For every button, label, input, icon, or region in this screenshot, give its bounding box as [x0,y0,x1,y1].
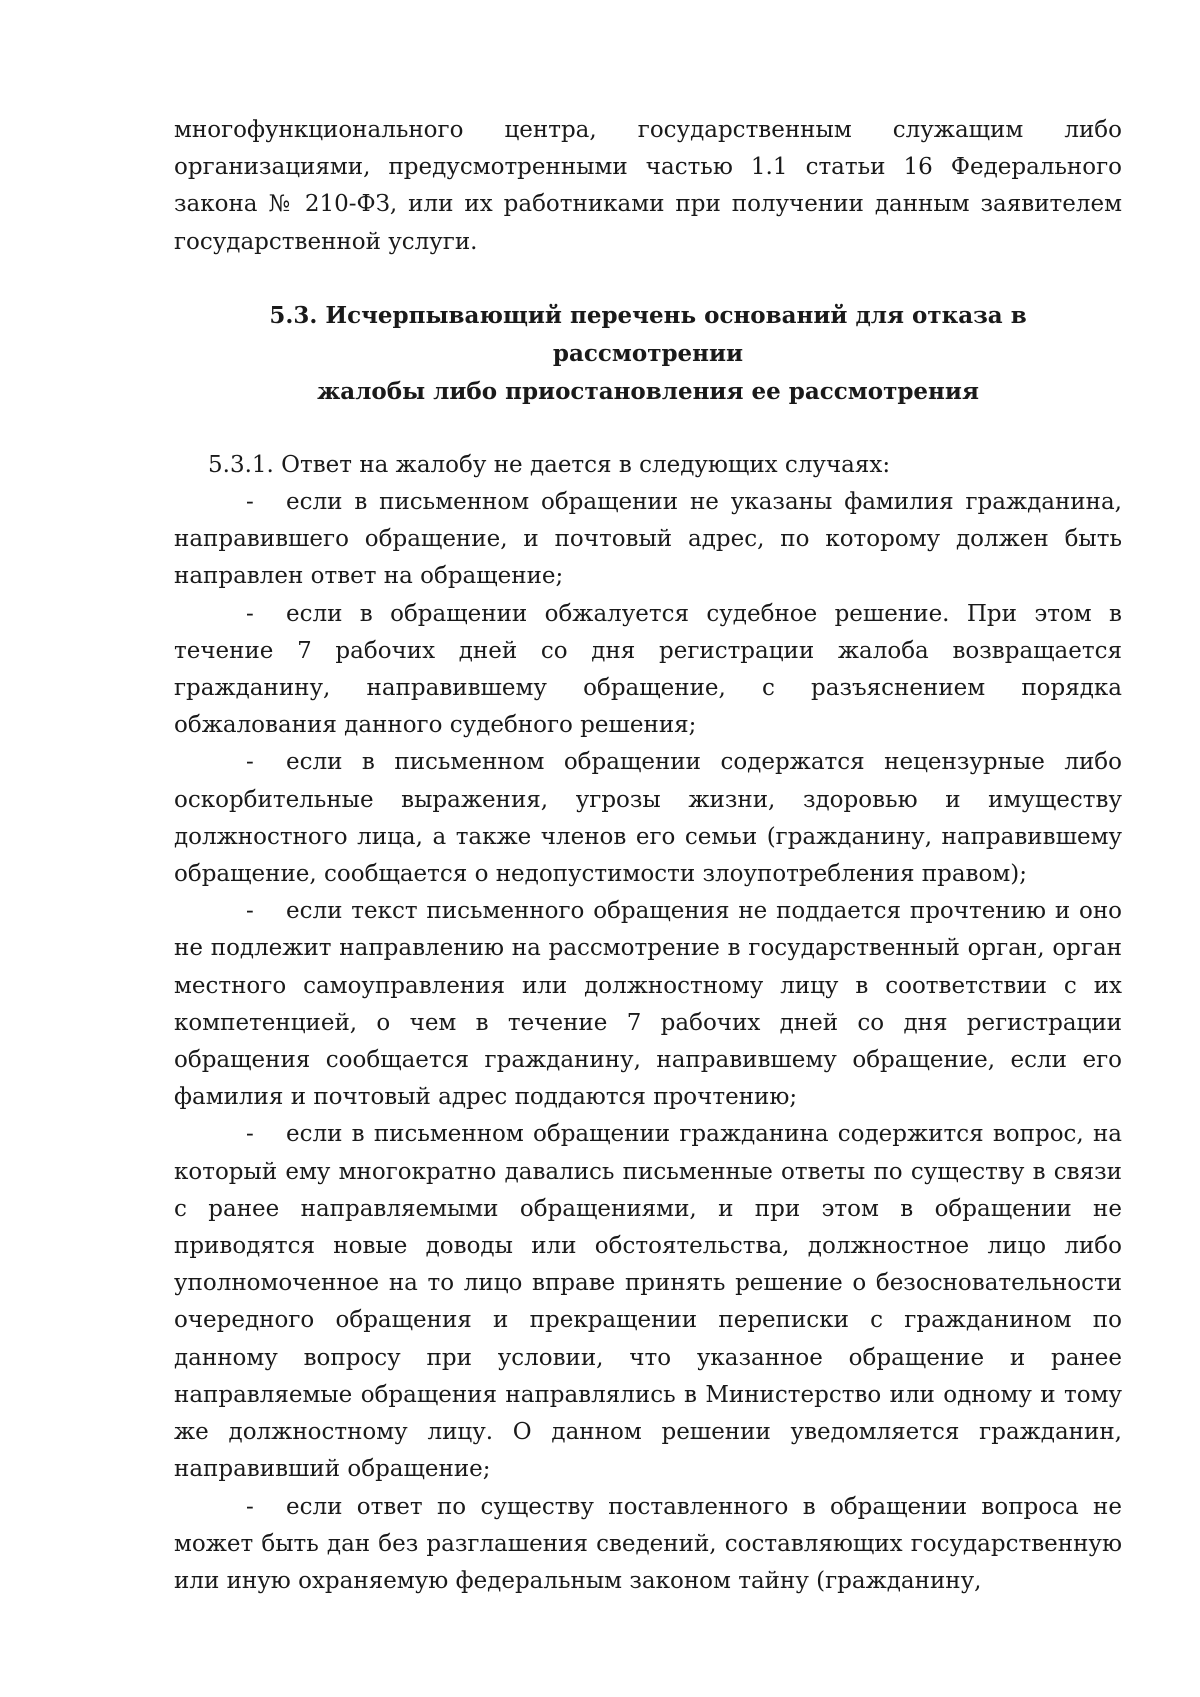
list-item-text: если ответ по существу поставленного в обращении вопроса не может быть дан без разглашения сведений, составляющих государственную или иную охраняемую федеральным законом тайну (гражданину, [174,1493,1122,1594]
document-page [174,112,1122,1600]
list-item [174,893,1122,1116]
list-item-text: если в письменном обращении содержатся нецензурные либо оскорбительные выражения, угрозы жизни, здоровью и имуществу должностного лица, а также членов его семьи (гражданину, направившему обращение, сообщается о недопустимости злоупотребления правом); [174,749,1122,888]
section-heading-line-2: жалобы либо приостановления ее рассмотрения [317,377,979,405]
list-item-text: если в обращении обжалуется судебное решение. При этом в течение 7 рабочих дней со дня регистрации жалоба возвращается гражданину, направившему обращение, с разъяснением порядка обжалования данного судебного решения; [174,600,1122,739]
list-item [174,1116,1122,1488]
list-dash: - [246,1121,254,1148]
subsection-title: 5.3.1. Ответ на жалобу не дается в следующих случаях: [208,451,891,478]
list-dash: - [246,600,254,627]
list-item [174,484,1122,596]
list-dash: - [246,489,254,516]
list-item [174,1489,1122,1601]
list-item-text: если в письменном обращении гражданина содержится вопрос, на который ему многократно давались письменные ответы по существу в связи с ранее направляемыми обращениями, и при этом в обращении не приводятся новые доводы или обстоятельства, должностное лицо либо уполномоченное на то лицо вправе принять решение о безосновательности очередного обращения и прекращении переписки с гражданином по данному вопросу при условии, что указанное обращение и ранее направляемые обращения направлялись в Министерство или одному и тому же должностному лицу. О данном решении уведомляется гражданин, направивший обращение; [174,1121,1122,1483]
list-dash: - [246,1493,254,1520]
list-item [174,744,1122,893]
list-dash: - [246,749,254,776]
list-item-text: если в письменном обращении не указаны фамилия гражданина, направившего обращение, и почтовый адрес, по которому должен быть направлен ответ на обращение; [174,489,1122,590]
list-item [174,596,1122,745]
list-item-text: если текст письменного обращения не поддается прочтению и оно не подлежит направлению на рассмотрение в государственный орган, орган местного самоуправления или должностному лицу в соответствии с их компетенцией, о чем в течение 7 рабочих дней со дня регистрации обращения сообщается гражданину, направившему обращение, если его фамилия и почтовый адрес поддаются прочтению; [174,898,1122,1111]
list-dash: - [246,898,254,925]
section-heading [174,297,1122,411]
intro-paragraph: многофункционального центра, государственным служащим либо организациями, предусмотренными частью 1.1 статьи 16 Федерального закона № 210-ФЗ, или их работниками при получении данным заявителем государственной услуги. [174,117,1122,255]
section-heading-line-1: 5.3. Исчерпывающий перечень оснований для отказа в рассмотрении [269,301,1027,367]
